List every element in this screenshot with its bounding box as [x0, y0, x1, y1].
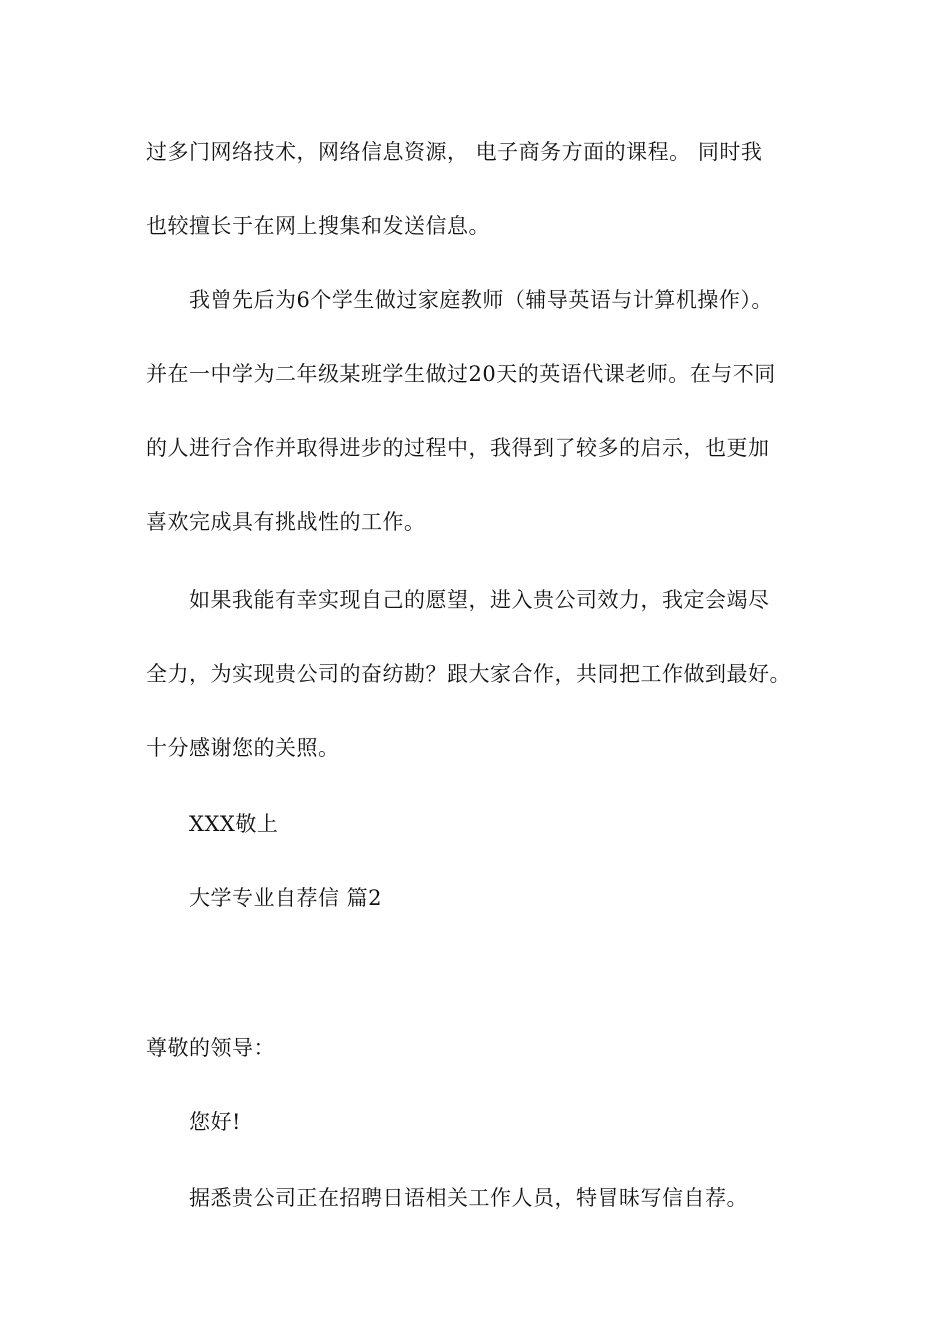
- body-line-1: 过多门网络技术，网络信息资源， 电子商务方面的课程。 同时我: [146, 140, 763, 164]
- section-heading: 大学专业自荐信 篇2: [189, 886, 383, 910]
- body-line-8: 全力，为实现贵公司的奋纺勘？跟大家合作，共同把工作做到最好。: [146, 662, 791, 686]
- body-line-2: 也较擅长于在网上搜集和发送信息。: [146, 214, 490, 238]
- greeting-line: 您好!: [189, 1110, 241, 1134]
- signature-line: XXX敬上: [189, 812, 279, 836]
- body-line-6: 喜欢完成具有挑战性的工作。: [146, 510, 426, 534]
- body-line-9: 十分感谢您的关照。: [146, 736, 340, 760]
- body-line-5: 的人进行合作并取得进步的过程中，我得到了较多的启示，也更加: [146, 436, 770, 460]
- body-line-4: 并在一中学为二年级某班学生做过20天的英语代课老师。在与不同: [146, 362, 776, 386]
- salutation-line: 尊敬的领导：: [146, 1036, 275, 1060]
- body-line-3: 我曾先后为6个学生做过家庭教师（辅导英语与计算机操作）。: [189, 288, 773, 312]
- body-line-10: 据悉贵公司正在招聘日语相关工作人员，特冒昧写信自荐。: [189, 1186, 748, 1210]
- body-line-7: 如果我能有幸实现自己的愿望，进入贵公司效力，我定会竭尽: [189, 588, 770, 612]
